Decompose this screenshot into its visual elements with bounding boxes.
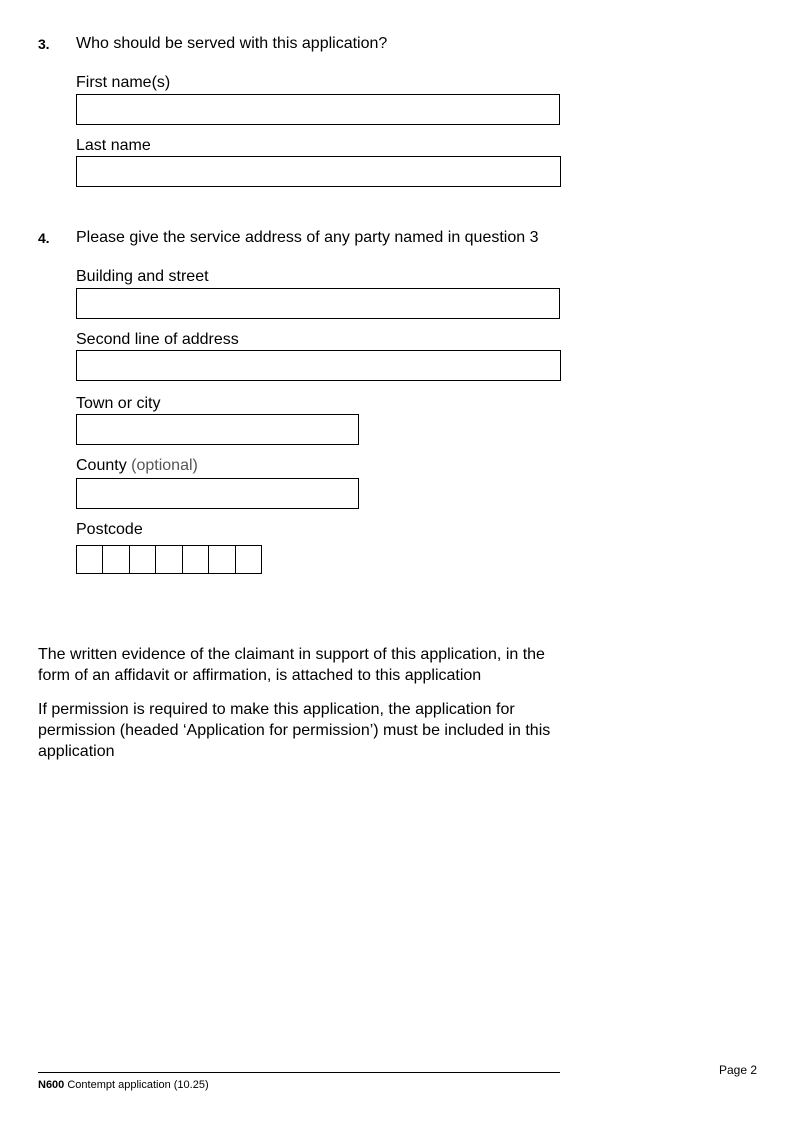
permission-statement: If permission is required to make this application, the application for permission (headed ‘Application for permission’) must be included in this application (38, 701, 551, 760)
postcode-box-6[interactable] (209, 545, 235, 574)
question-4-text: Please give the service address of any party named in question 3 (76, 229, 539, 246)
last-name-label: Last name (76, 137, 151, 154)
question-3-number: 3. (38, 36, 50, 52)
county-label (76, 457, 198, 475)
evidence-statement: The written evidence of the claimant in support of this application, in the form of an affidavit or affirmation, is attached to this application (38, 646, 545, 684)
county-field[interactable] (76, 478, 359, 509)
second-line-label: Second line of address (76, 331, 239, 348)
postcode-box-7[interactable] (236, 545, 262, 574)
postcode-field[interactable] (76, 545, 262, 574)
county-label-text: County (76, 457, 127, 474)
postcode-label: Postcode (76, 521, 143, 538)
last-name-field[interactable] (76, 156, 561, 187)
postcode-box-3[interactable] (130, 545, 156, 574)
footer-divider (38, 1072, 560, 1073)
postcode-box-2[interactable] (103, 545, 129, 574)
building-street-field[interactable] (76, 288, 560, 319)
question-3-text: Who should be served with this application? (76, 35, 388, 52)
first-name-field[interactable] (76, 94, 560, 125)
form-title: Contempt application (10.25) (67, 1079, 209, 1091)
form-code: N600 (38, 1079, 65, 1091)
building-street-label: Building and street (76, 268, 209, 285)
question-4-number: 4. (38, 230, 50, 246)
page-number: Page 2 (719, 1063, 758, 1077)
county-optional-hint: (optional) (131, 457, 198, 474)
town-city-label: Town or city (76, 395, 161, 412)
first-name-label: First name(s) (76, 74, 171, 91)
postcode-box-4[interactable] (156, 545, 182, 574)
postcode-box-5[interactable] (183, 545, 209, 574)
postcode-box-1[interactable] (77, 545, 103, 574)
town-city-field[interactable] (76, 414, 359, 445)
second-line-field[interactable] (76, 350, 561, 381)
footer-form-id (38, 1079, 209, 1091)
